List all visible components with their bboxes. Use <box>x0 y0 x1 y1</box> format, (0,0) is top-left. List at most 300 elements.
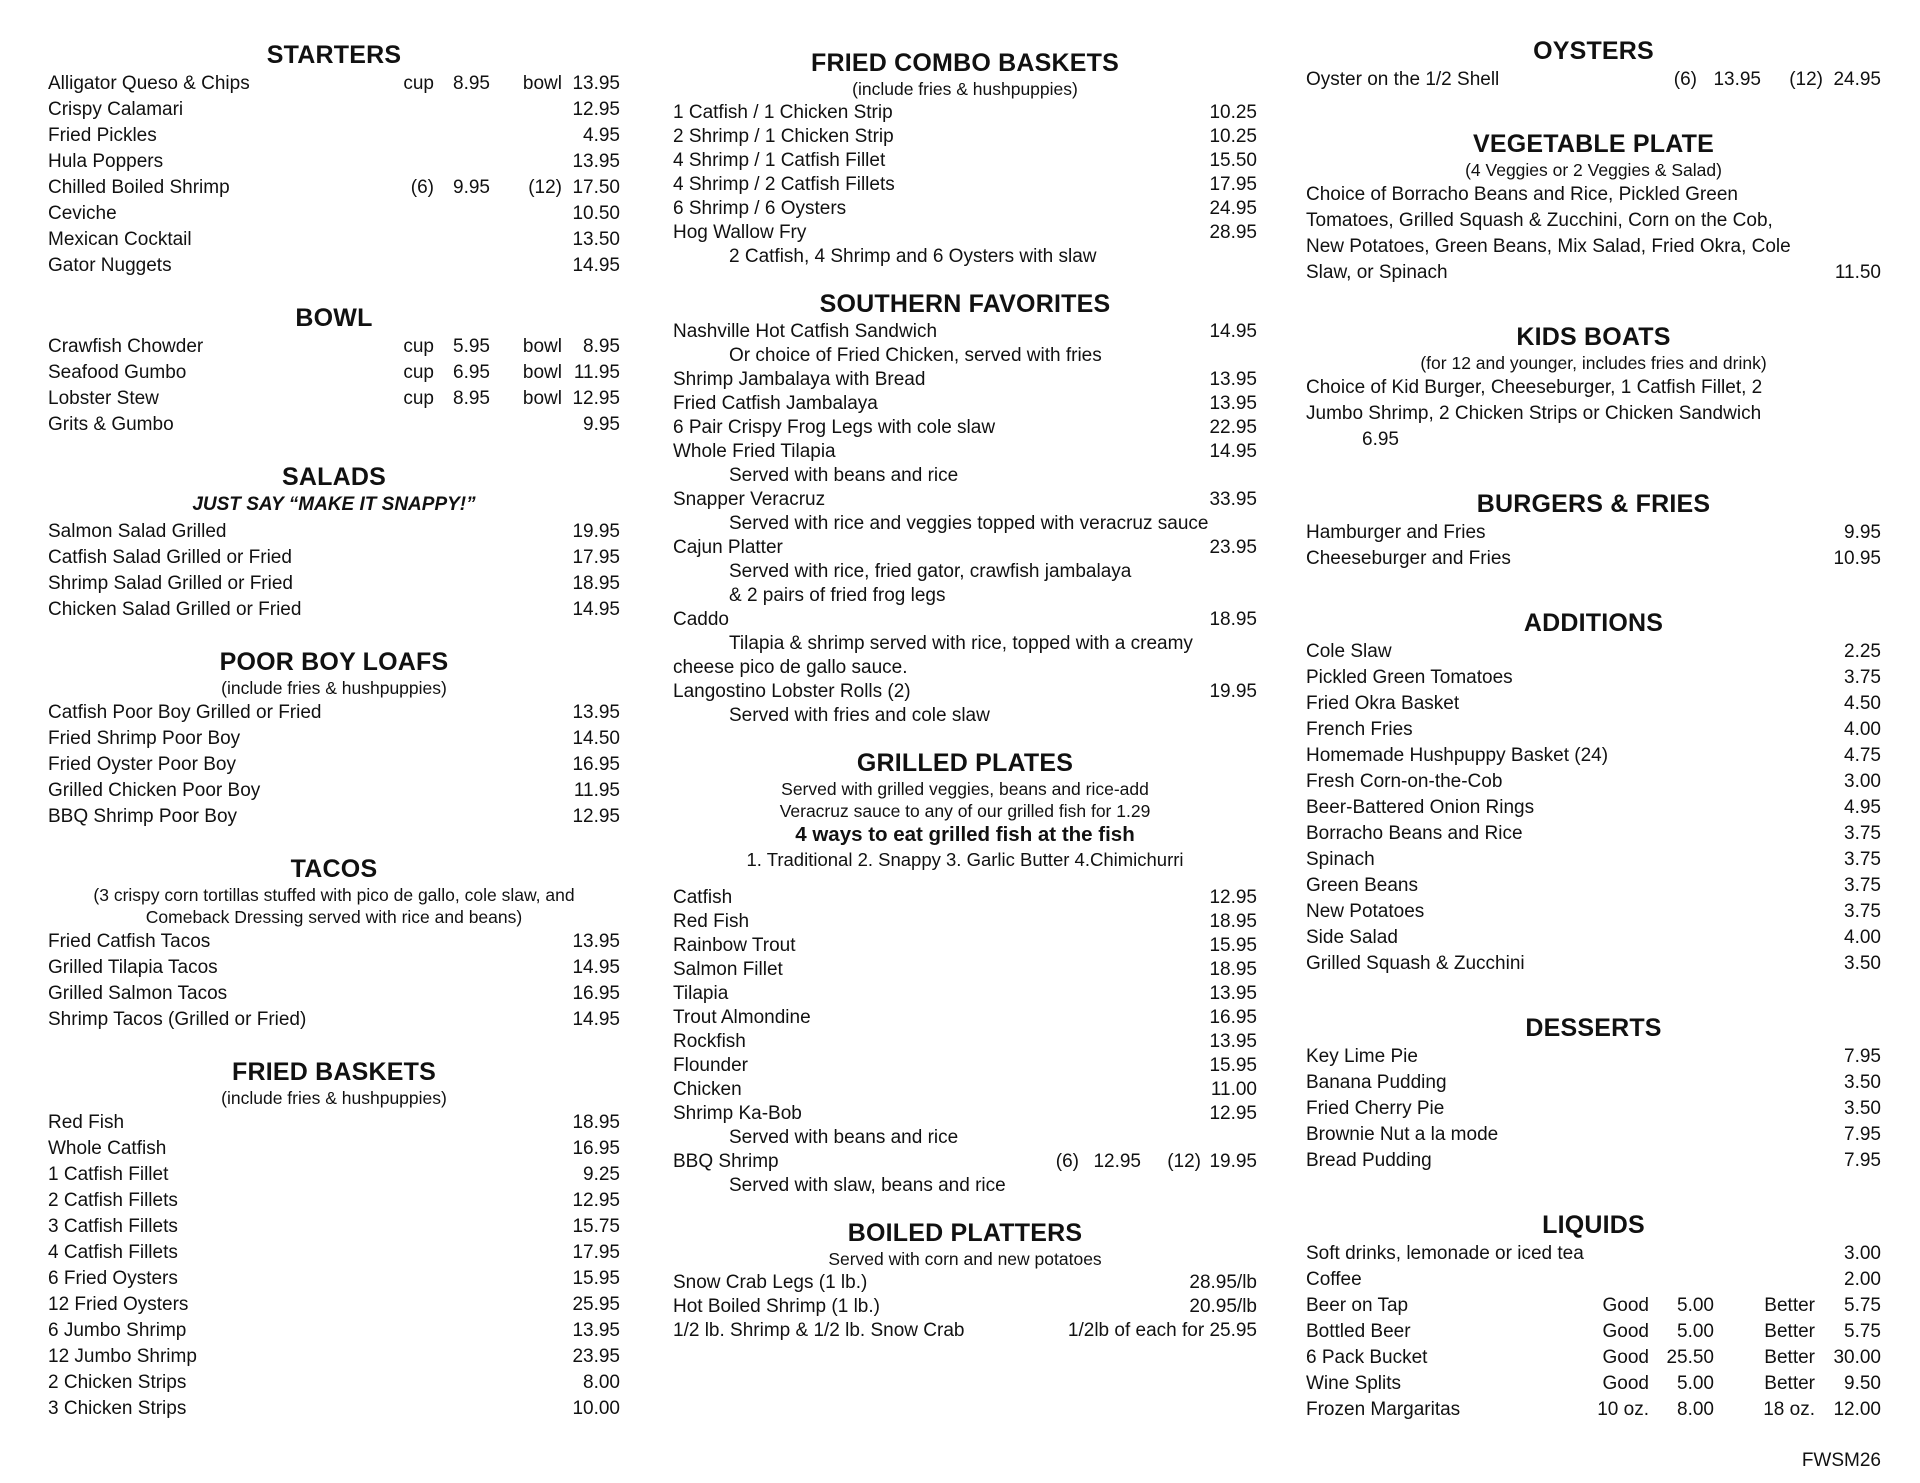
menu-item <box>1306 1241 1881 1267</box>
section-southern-favorites <box>673 289 1257 728</box>
menu-item <box>673 416 1257 440</box>
menu-item <box>1306 67 1881 93</box>
item-price: 9.95 <box>583 414 620 435</box>
menu-item <box>1306 1122 1881 1148</box>
item-name: Hog Wallow Fry <box>673 222 807 243</box>
section-subtitle: (include fries & hushpuppies) <box>221 1088 447 1108</box>
item-name: Whole Fried Tilapia <box>673 441 836 462</box>
menu-note: Tomatoes, Grilled Squash & Zucchini, Corn on the Cob, <box>1306 210 1773 231</box>
section-salads <box>48 462 620 623</box>
menu-item <box>673 1030 1257 1054</box>
item-price: 10.00 <box>572 1398 620 1419</box>
menu-item <box>673 1078 1257 1102</box>
item-name: Chicken Salad Grilled or Fried <box>48 599 302 620</box>
section-subtitle: (3 crispy corn tortillas stuffed with pico de gallo, cole slaw, and <box>93 885 575 905</box>
menu-item <box>673 958 1257 982</box>
item-name: Caddo <box>673 609 729 630</box>
menu-item <box>1306 691 1881 717</box>
item-price: 14.95 <box>572 599 620 620</box>
item-name: Green Beans <box>1306 875 1418 896</box>
menu-item <box>1306 1044 1881 1070</box>
item-price: 3.00 <box>1844 1243 1881 1264</box>
item-name: Fried Catfish Tacos <box>48 931 211 952</box>
item-price: 18.95 <box>572 1112 620 1133</box>
menu-item <box>48 752 620 778</box>
item-price: 9.95 <box>453 177 490 198</box>
menu-item <box>48 545 620 571</box>
section-title-southern-favorites: SOUTHERN FAVORITES <box>819 290 1111 318</box>
item-price: 14.95 <box>1209 321 1257 342</box>
menu-item <box>673 536 1257 560</box>
menu-item <box>48 1110 620 1136</box>
menu-item <box>1306 769 1881 795</box>
item-name: Gator Nuggets <box>48 255 172 276</box>
section-additions <box>1306 608 1881 977</box>
menu-item <box>1306 899 1881 925</box>
item-name: 3 Catfish Fillets <box>48 1216 178 1237</box>
item-name: Fried Catfish Jambalaya <box>673 393 878 414</box>
menu-item <box>48 175 620 201</box>
section-title-oysters: OYSTERS <box>1533 37 1654 65</box>
section-title-fried-combo-baskets: FRIED COMBO BASKETS <box>811 49 1119 77</box>
item-name: New Potatoes <box>1306 901 1425 922</box>
item-name: Shrimp Salad Grilled or Fried <box>48 573 293 594</box>
section-burgers-fries <box>1306 489 1881 572</box>
menu-item <box>1306 821 1881 847</box>
menu-note: Choice of Kid Burger, Cheeseburger, 1 Catfish Fillet, 2 <box>1306 377 1763 398</box>
menu-item <box>48 804 620 830</box>
item-price: 8.95 <box>583 336 620 357</box>
menu-item <box>673 392 1257 416</box>
item-name: Beer-Battered Onion Rings <box>1306 797 1535 818</box>
item-name: Hamburger and Fries <box>1306 522 1486 543</box>
item-size-label: cup <box>403 362 434 383</box>
item-price: 7.95 <box>1844 1046 1881 1067</box>
item-size-label: bowl <box>522 336 562 357</box>
section-rows <box>673 320 1257 728</box>
menu-item <box>1306 743 1881 769</box>
section-grilled-plates <box>673 748 1257 1198</box>
section-rows <box>1306 1044 1881 1174</box>
menu-item <box>1306 873 1881 899</box>
menu-item <box>673 221 1257 245</box>
item-price: 14.95 <box>572 1009 620 1030</box>
section-title-liquids: LIQUIDS <box>1542 1211 1645 1239</box>
item-price: 10.95 <box>1833 548 1881 569</box>
menu-item <box>673 440 1257 464</box>
item-name: Shrimp Ka-Bob <box>673 1103 802 1124</box>
menu-item <box>48 201 620 227</box>
item-size-label: (12) <box>528 177 562 198</box>
section-rows <box>1306 67 1881 93</box>
item-price: 17.95 <box>1209 174 1257 195</box>
item-price: 11.50 <box>1834 262 1881 283</box>
item-name: Coffee <box>1306 1269 1362 1290</box>
menu-note: Or choice of Fried Chicken, served with fries <box>729 345 1102 366</box>
item-price: 3.50 <box>1844 953 1881 974</box>
item-price: 13.95 <box>1209 369 1257 390</box>
section-title-bowl: BOWL <box>295 304 373 332</box>
section-title-burgers-fries: BURGERS & FRIES <box>1476 490 1711 518</box>
menu-note: Served with beans and rice <box>729 465 959 486</box>
item-name: Grilled Chicken Poor Boy <box>48 780 261 801</box>
item-name: 6 Fried Oysters <box>48 1268 178 1289</box>
menu-item <box>673 173 1257 197</box>
item-price: 3.75 <box>1844 875 1881 896</box>
item-price: 14.95 <box>572 957 620 978</box>
menu-item <box>48 149 620 175</box>
item-price: 3.75 <box>1844 849 1881 870</box>
item-size-label: 10 oz. <box>1597 1399 1649 1420</box>
item-name: 12 Fried Oysters <box>48 1294 189 1315</box>
section-fried-combo-baskets <box>673 48 1257 269</box>
menu-item <box>1306 925 1881 951</box>
item-price: 7.95 <box>1844 1124 1881 1145</box>
menu-note: Served with slaw, beans and rice <box>729 1175 1006 1196</box>
section-title-tacos: TACOS <box>290 855 378 883</box>
item-price: 12.00 <box>1833 1399 1881 1420</box>
menu-item <box>48 1136 620 1162</box>
item-name: 2 Chicken Strips <box>48 1372 187 1393</box>
item-price: 10.50 <box>572 203 620 224</box>
item-name: Beer on Tap <box>1306 1295 1409 1316</box>
section-title-starters: STARTERS <box>266 41 402 69</box>
menu-item <box>48 334 620 360</box>
item-price: 28.95/lb <box>1189 1272 1257 1293</box>
menu-item <box>1306 717 1881 743</box>
section-subtitle: 4 ways to eat grilled fish at the fish <box>795 823 1135 846</box>
section-oysters <box>1306 36 1881 93</box>
menu-item <box>1306 1148 1881 1174</box>
item-name: 12 Jumbo Shrimp <box>48 1346 197 1367</box>
item-name: French Fries <box>1306 719 1413 740</box>
menu-note: cheese pico de gallo sauce. <box>673 657 908 678</box>
item-name: Pickled Green Tomatoes <box>1306 667 1513 688</box>
menu-item <box>1306 520 1881 546</box>
section-tacos <box>48 854 620 1033</box>
item-name: 1 Catfish / 1 Chicken Strip <box>673 102 893 123</box>
menu-item <box>48 123 620 149</box>
item-price: 28.95 <box>1209 222 1257 243</box>
item-price: 30.00 <box>1833 1347 1881 1368</box>
section-rows <box>48 71 620 279</box>
item-price: 1/2lb of each for 25.95 <box>1067 1320 1257 1341</box>
item-size-label: (12) <box>1167 1151 1201 1172</box>
section-rows <box>673 101 1257 269</box>
item-price: 13.95 <box>1209 393 1257 414</box>
item-name: 2 Shrimp / 1 Chicken Strip <box>673 126 894 147</box>
item-name: Bottled Beer <box>1306 1321 1411 1342</box>
item-price: 8.00 <box>583 1372 620 1393</box>
section-rows <box>1306 639 1881 977</box>
section-title-vegetable-plate: VEGETABLE PLATE <box>1473 130 1714 158</box>
item-price: 18.95 <box>1209 959 1257 980</box>
menu-item <box>673 1054 1257 1078</box>
menu-column-col3 <box>1306 0 1881 1423</box>
item-name: Grilled Squash & Zucchini <box>1306 953 1525 974</box>
item-price: 5.75 <box>1844 1295 1881 1316</box>
menu-item <box>673 1295 1257 1319</box>
section-subtitle: JUST SAY “MAKE IT SNAPPY!” <box>192 494 476 515</box>
item-name: Langostino Lobster Rolls (2) <box>673 681 911 702</box>
menu-item <box>48 71 620 97</box>
section-rows <box>48 519 620 623</box>
item-size-label: (6) <box>1673 69 1697 90</box>
item-price: 12.95 <box>572 1190 620 1211</box>
item-name: Catfish Salad Grilled or Fried <box>48 547 292 568</box>
menu-note: 2 Catfish, 4 Shrimp and 6 Oysters with slaw <box>729 246 1097 267</box>
menu-note: Choice of Borracho Beans and Rice, Pickled Green <box>1306 184 1738 205</box>
item-name: Trout Almondine <box>673 1007 811 1028</box>
menu-item <box>673 680 1257 704</box>
section-subtitle: (for 12 and younger, includes fries and drink) <box>1420 353 1767 373</box>
menu-note: Served with rice and veggies topped with veracruz sauce <box>729 513 1209 534</box>
item-name: Fried Okra Basket <box>1306 693 1460 714</box>
section-subtitle: (include fries & hushpuppies) <box>852 79 1078 99</box>
menu-item <box>673 320 1257 344</box>
section-title-kids-boats: KIDS BOATS <box>1516 323 1671 351</box>
item-name: Mexican Cocktail <box>48 229 192 250</box>
item-price: 18.95 <box>572 573 620 594</box>
menu-item <box>673 886 1257 910</box>
item-name: BBQ Shrimp <box>673 1151 779 1172</box>
item-price: 17.95 <box>572 547 620 568</box>
item-price: 2.00 <box>1844 1269 1881 1290</box>
section-title-boiled-platters: BOILED PLATTERS <box>847 1219 1083 1247</box>
item-name: Nashville Hot Catfish Sandwich <box>673 321 938 342</box>
item-price: 17.95 <box>572 1242 620 1263</box>
item-size-label: (6) <box>410 177 434 198</box>
item-price: 19.95 <box>1209 1151 1257 1172</box>
menu-item <box>673 1006 1257 1030</box>
item-price: 13.50 <box>572 229 620 250</box>
section-subtitle: Comeback Dressing served with rice and beans) <box>145 907 523 927</box>
item-price: 13.95 <box>572 702 620 723</box>
item-price: 14.50 <box>572 728 620 749</box>
item-price: 5.95 <box>453 336 490 357</box>
item-price: 13.95 <box>572 73 620 94</box>
menu-note: 6.95 <box>1362 429 1399 450</box>
item-price: 23.95 <box>1209 537 1257 558</box>
menu-item <box>48 97 620 123</box>
menu-item <box>673 125 1257 149</box>
item-price: 20.95/lb <box>1189 1296 1257 1317</box>
item-size-label: 18 oz. <box>1763 1399 1815 1420</box>
item-name: Snapper Veracruz <box>673 489 826 510</box>
menu-note: Served with fries and cole slaw <box>729 705 990 726</box>
item-name: Rainbow Trout <box>673 935 796 956</box>
menu-item <box>48 1396 620 1422</box>
item-name: Crawfish Chowder <box>48 336 204 357</box>
item-name: Side Salad <box>1306 927 1398 948</box>
item-name: Banana Pudding <box>1306 1072 1447 1093</box>
menu-item <box>48 360 620 386</box>
item-size-label: (12) <box>1789 69 1823 90</box>
item-price: 4.75 <box>1844 745 1881 766</box>
section-subtitle: 1. Traditional 2. Snappy 3. Garlic Butter 4.Chimichurri <box>746 849 1184 870</box>
item-price: 8.95 <box>453 73 490 94</box>
item-name: Rockfish <box>673 1031 746 1052</box>
item-price: 3.50 <box>1844 1098 1881 1119</box>
item-name: Salmon Fillet <box>673 959 783 980</box>
item-name: Flounder <box>673 1055 748 1076</box>
item-price: 18.95 <box>1209 609 1257 630</box>
item-size-label: Better <box>1764 1321 1815 1342</box>
menu-item <box>1306 1371 1881 1397</box>
item-price: 4.95 <box>1844 797 1881 818</box>
section-title-salads: SALADS <box>282 463 386 491</box>
item-name: 4 Shrimp / 1 Catfish Fillet <box>673 150 886 171</box>
item-name: Shrimp Jambalaya with Bread <box>673 369 926 390</box>
item-name: Red Fish <box>48 1112 125 1133</box>
menu-item <box>48 955 620 981</box>
item-price: 16.95 <box>572 1138 620 1159</box>
item-price: 18.95 <box>1209 911 1257 932</box>
item-name: Fried Shrimp Poor Boy <box>48 728 241 749</box>
menu-note: Tilapia & shrimp served with rice, topped with a creamy <box>729 633 1193 654</box>
menu-column-col1 <box>48 0 620 1422</box>
item-price: 14.95 <box>572 255 620 276</box>
item-price: 13.95 <box>572 1320 620 1341</box>
item-price: 4.50 <box>1844 693 1881 714</box>
item-size-label: bowl <box>522 73 562 94</box>
menu-item <box>48 1007 620 1033</box>
item-price: 3.75 <box>1844 667 1881 688</box>
section-kids-boats <box>1306 322 1881 453</box>
item-name: Fried Pickles <box>48 125 157 146</box>
menu-note: Served with rice, fried gator, crawfish jambalaya <box>729 561 1132 582</box>
item-name: Grits & Gumbo <box>48 414 174 435</box>
item-size-label: cup <box>403 73 434 94</box>
menu-item <box>673 1271 1257 1295</box>
item-name: 4 Catfish Fillets <box>48 1242 178 1263</box>
menu-item <box>1306 1267 1881 1293</box>
item-price: 13.95 <box>572 151 620 172</box>
menu-item <box>673 608 1257 632</box>
menu-item <box>48 929 620 955</box>
menu-item <box>1306 260 1881 286</box>
menu-item <box>48 253 620 279</box>
menu-footer-code: FWSM26 <box>1801 1450 1881 1471</box>
item-price: 17.50 <box>572 177 620 198</box>
item-price: 33.95 <box>1209 489 1257 510</box>
menu-item <box>48 1188 620 1214</box>
item-name: Red Fish <box>673 911 750 932</box>
menu-item <box>673 910 1257 934</box>
item-name: 6 Shrimp / 6 Oysters <box>673 198 847 219</box>
item-name: Tilapia <box>673 983 729 1004</box>
item-price: 11.95 <box>573 780 620 801</box>
menu-item <box>1306 795 1881 821</box>
menu-note: New Potatoes, Green Beans, Mix Salad, Fried Okra, Cole <box>1306 236 1791 257</box>
item-price: 19.95 <box>1209 681 1257 702</box>
section-subtitle: Served with corn and new potatoes <box>828 1249 1102 1269</box>
section-title-poor-boy-loafs: POOR BOY LOAFS <box>219 648 449 676</box>
item-price: 2.25 <box>1844 641 1881 662</box>
menu-item <box>673 1319 1257 1343</box>
item-price: 15.95 <box>572 1268 620 1289</box>
item-size-label: bowl <box>522 362 562 383</box>
menu-item <box>1306 951 1881 977</box>
item-price: 5.00 <box>1677 1321 1714 1342</box>
menu-item <box>673 368 1257 392</box>
section-fried-baskets <box>48 1057 620 1422</box>
item-price: 25.95 <box>572 1294 620 1315</box>
menu-item <box>48 1240 620 1266</box>
item-name: Spinach <box>1306 849 1375 870</box>
item-price: 3.50 <box>1844 1072 1881 1093</box>
item-name: Salmon Salad Grilled <box>48 521 227 542</box>
item-price: 22.95 <box>1209 417 1257 438</box>
item-name: 2 Catfish Fillets <box>48 1190 178 1211</box>
menu-item <box>1306 639 1881 665</box>
menu-item <box>48 726 620 752</box>
item-size-label: cup <box>403 336 434 357</box>
section-rows <box>673 886 1257 1198</box>
menu-item <box>673 934 1257 958</box>
menu-item <box>48 1292 620 1318</box>
item-price: 14.95 <box>1209 441 1257 462</box>
section-rows <box>48 700 620 830</box>
item-price: 5.00 <box>1677 1295 1714 1316</box>
item-name: Oyster on the 1/2 Shell <box>1306 69 1500 90</box>
section-bowl <box>48 303 620 438</box>
item-name: Shrimp Tacos (Grilled or Fried) <box>48 1009 307 1030</box>
item-price: 9.50 <box>1844 1373 1881 1394</box>
menu-item <box>1306 1096 1881 1122</box>
item-name: Bread Pudding <box>1306 1150 1432 1171</box>
item-price: 13.95 <box>1713 69 1761 90</box>
item-name: Cajun Platter <box>673 537 783 558</box>
menu-item <box>1306 1345 1881 1371</box>
item-name: 1 Catfish Fillet <box>48 1164 169 1185</box>
menu-item <box>48 1162 620 1188</box>
item-price: 16.95 <box>572 754 620 775</box>
menu-note: Jumbo Shrimp, 2 Chicken Strips or Chicken Sandwich <box>1306 403 1762 424</box>
item-size-label: Better <box>1764 1347 1815 1368</box>
section-rows <box>1306 182 1881 286</box>
item-name: Hula Poppers <box>48 151 164 172</box>
menu-item <box>48 1214 620 1240</box>
item-size-label: bowl <box>522 388 562 409</box>
item-name: 6 Pair Crispy Frog Legs with cole slaw <box>673 417 996 438</box>
item-size-label: cup <box>403 388 434 409</box>
section-desserts <box>1306 1013 1881 1174</box>
section-rows <box>673 1271 1257 1343</box>
menu-item <box>673 1102 1257 1126</box>
section-title-grilled-plates: GRILLED PLATES <box>856 749 1074 777</box>
item-price: 5.75 <box>1844 1321 1881 1342</box>
section-title-fried-baskets: FRIED BASKETS <box>231 1058 436 1086</box>
item-name: BBQ Shrimp Poor Boy <box>48 806 238 827</box>
item-price: 9.95 <box>1844 522 1881 543</box>
menu-item <box>48 519 620 545</box>
menu-item <box>48 412 620 438</box>
item-name: Soft drinks, lemonade or iced tea <box>1306 1243 1584 1264</box>
item-price: 12.95 <box>572 388 620 409</box>
item-name: Grilled Salmon Tacos <box>48 983 228 1004</box>
item-name: Cheeseburger and Fries <box>1306 548 1511 569</box>
menu-column-col2 <box>673 0 1257 1343</box>
menu-item <box>673 488 1257 512</box>
item-price: 4.00 <box>1844 927 1881 948</box>
item-name: Fried Oyster Poor Boy <box>48 754 236 775</box>
menu-item <box>48 597 620 623</box>
menu-item <box>48 227 620 253</box>
item-price: 8.00 <box>1677 1399 1714 1420</box>
item-size-label: Good <box>1602 1373 1649 1394</box>
menu-item <box>673 982 1257 1006</box>
